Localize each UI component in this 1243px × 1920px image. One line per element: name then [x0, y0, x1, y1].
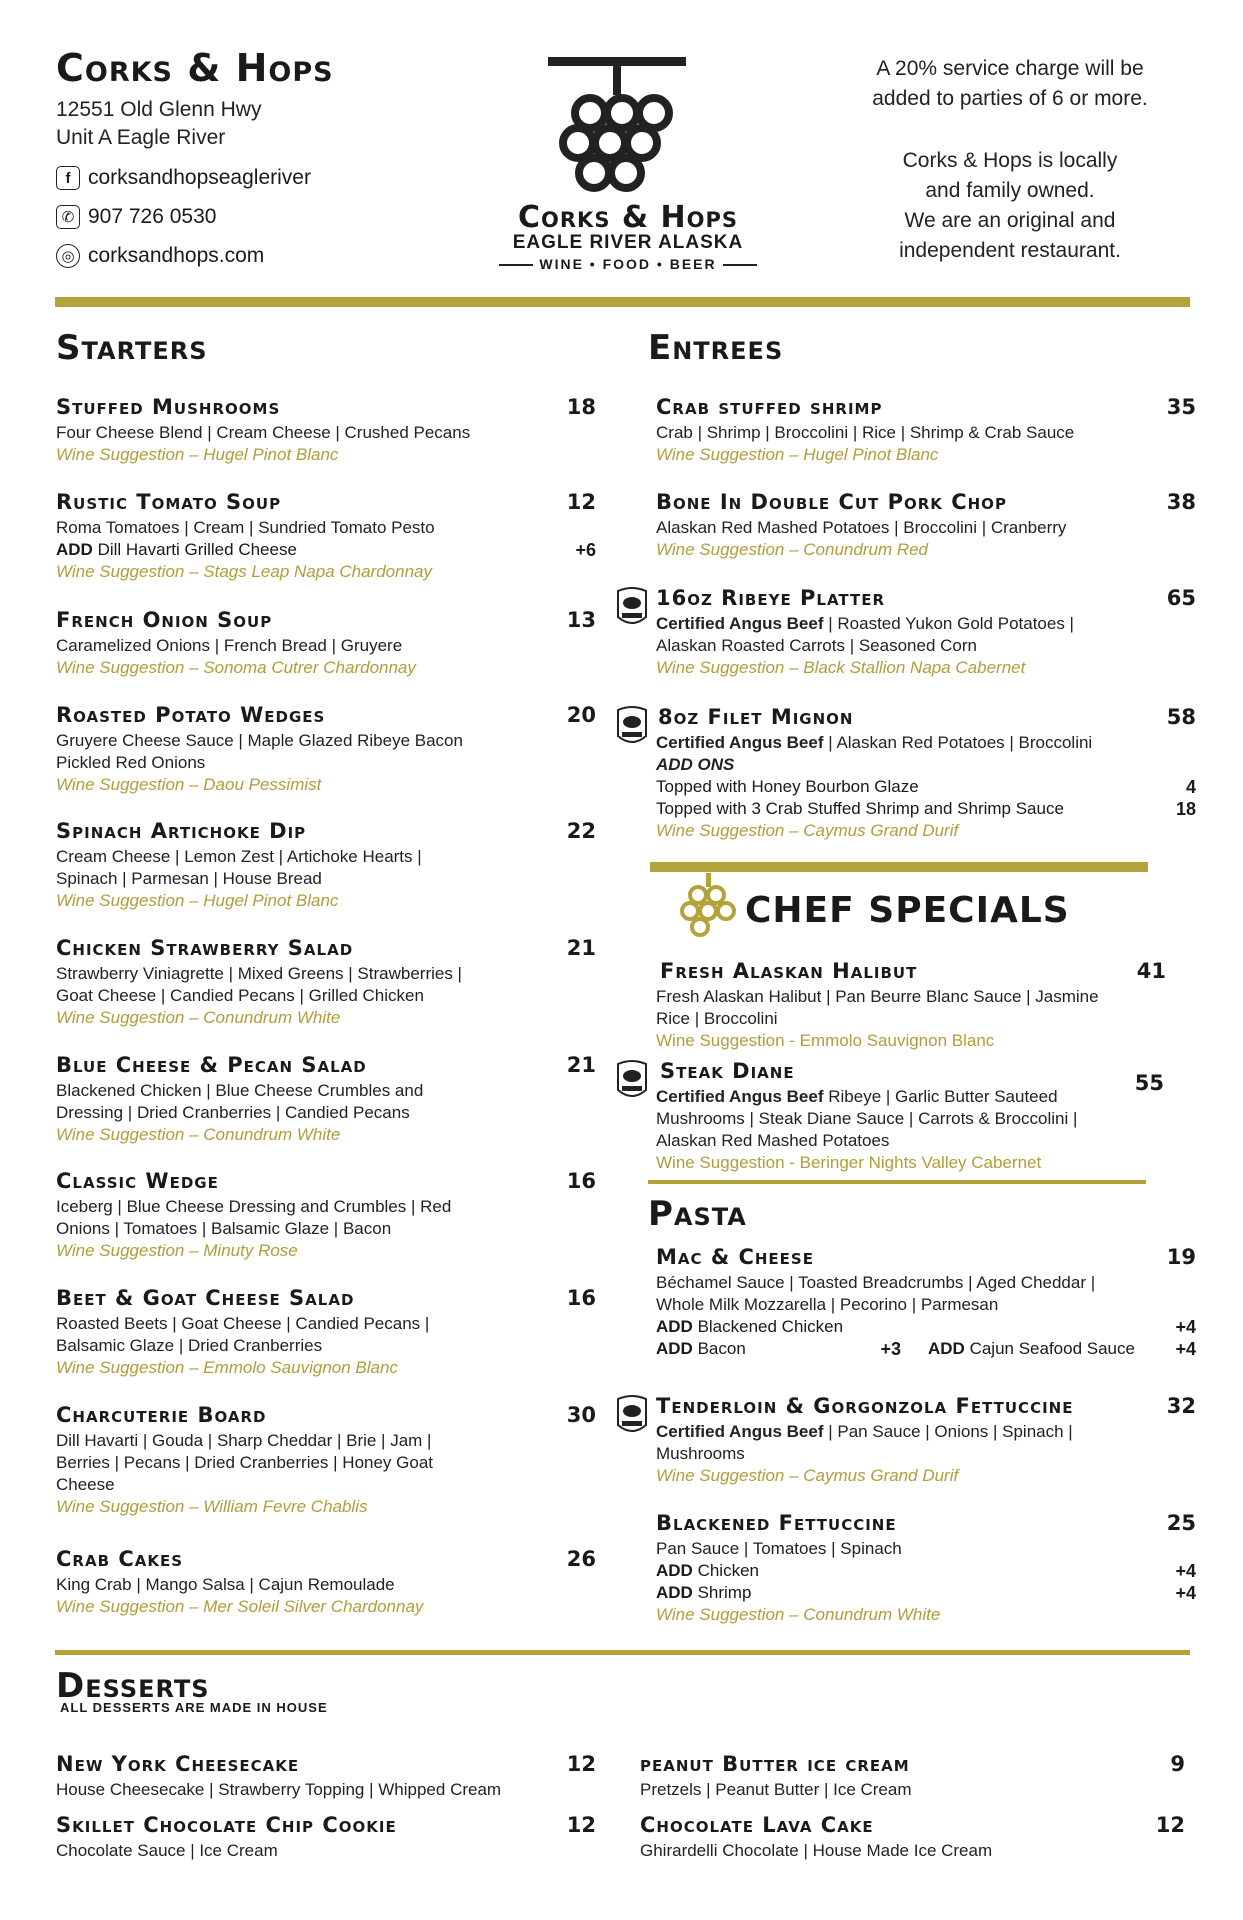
- certified-angus-label: Certified Angus Beef: [656, 1087, 824, 1106]
- item-description: Certified Angus Beef | Roasted Yukon Gold Potatoes |: [656, 614, 1074, 633]
- starters-title: Starters: [56, 328, 208, 368]
- wine-suggestion: Wine Suggestion – Conundrum White: [656, 1605, 941, 1624]
- wine-suggestion: Wine Suggestion – William Fevre Chablis: [56, 1497, 368, 1516]
- wine-suggestion: Wine Suggestion – Hugel Pinot Blanc: [56, 891, 339, 910]
- item-description: Whole Milk Mozzarella | Pecorino | Parmesan: [656, 1295, 999, 1314]
- item-description: House Cheesecake | Strawberry Topping | Whipped Cream: [56, 1780, 502, 1799]
- logo-subtitle: EAGLE RIVER ALASKA: [512, 232, 744, 253]
- wine-suggestion: Wine Suggestion - Emmolo Sauvignon Blanc: [656, 1031, 995, 1050]
- item-name: Tenderloin & Gorgonzola Fettuccine: [656, 1394, 1074, 1418]
- item-description: Certified Angus Beef | Alaskan Red Potatoes | Broccolini: [656, 733, 1093, 752]
- menu-item: [56, 1544, 596, 1618]
- item-add-option: ADD Bacon +3: [656, 1339, 901, 1359]
- item-description: Pretzels | Peanut Butter | Ice Cream: [640, 1780, 912, 1799]
- item-description: Crab | Shrimp | Broccolini | Rice | Shrimp & Crab Sauce: [656, 423, 1075, 442]
- item-description: Certified Angus Beef Ribeye | Garlic Butter Sauteed: [656, 1087, 1058, 1106]
- item-name: French Onion Soup: [56, 608, 273, 632]
- item-description: Strawberry Viniagrette | Mixed Greens | Strawberries |: [56, 964, 462, 983]
- menu-item: [656, 956, 1176, 1052]
- item-price: 9: [1170, 1752, 1185, 1776]
- facebook-contact[interactable]: [56, 166, 311, 190]
- wine-suggestion: Wine Suggestion - Beringer Nights Valley Cabernet: [656, 1153, 1042, 1172]
- chef-grape-icon: [678, 873, 740, 943]
- certified-angus-label: Certified Angus Beef: [656, 733, 824, 752]
- menu-item: [56, 1166, 596, 1262]
- wine-suggestion: Wine Suggestion – Caymus Grand Durif: [656, 821, 959, 840]
- item-description: Béchamel Sauce | Toasted Breadcrumbs | Aged Cheddar |: [656, 1273, 1096, 1292]
- wine-suggestion: Wine Suggestion – Hugel Pinot Blanc: [56, 445, 339, 464]
- chef-bottom-divider: [648, 1180, 1146, 1184]
- item-description: Rice | Broccolini: [656, 1009, 778, 1028]
- menu-item: [56, 933, 596, 1029]
- item-add-option: ADD Shrimp +4: [656, 1583, 1196, 1603]
- item-description: Goat Cheese | Candied Pecans | Grilled Chicken: [56, 986, 424, 1005]
- wine-suggestion: Wine Suggestion – Stags Leap Napa Chardonnay: [56, 562, 432, 581]
- item-description: Mushrooms | Steak Diane Sauce | Carrots & Broccolini |: [656, 1109, 1078, 1128]
- item-price: 38: [1166, 490, 1196, 514]
- item-description: Berries | Pecans | Dried Cranberries | Honey Goat: [56, 1453, 434, 1472]
- item-description: Chocolate Sauce | Ice Cream: [56, 1841, 278, 1860]
- item-name: 8oz Filet Mignon: [658, 705, 854, 729]
- desserts-divider: [55, 1650, 1190, 1655]
- item-name: Steak Diane: [660, 1059, 795, 1083]
- wine-suggestion: Wine Suggestion – Mer Soleil Silver Chardonnay: [56, 1597, 424, 1616]
- item-description: Roma Tomatoes | Cream | Sundried Tomato Pesto: [56, 518, 435, 537]
- item-name: Mac & Cheese: [656, 1245, 814, 1269]
- item-description: Cheese: [56, 1475, 115, 1494]
- item-description: Gruyere Cheese Sauce | Maple Glazed Ribeye Bacon: [56, 731, 463, 750]
- item-name: Spinach Artichoke Dip: [56, 819, 307, 843]
- item-name: Stuffed Mushrooms: [56, 395, 281, 419]
- wine-suggestion: Wine Suggestion – Minuty Rose: [56, 1241, 298, 1260]
- address-line-1: 12551 Old Glenn Hwy: [56, 98, 262, 121]
- desserts-subtitle: ALL DESSERTS ARE MADE IN HOUSE: [60, 1700, 328, 1715]
- dessert-item: [640, 1749, 1185, 1801]
- item-price: 16: [566, 1286, 596, 1310]
- certified-angus-badge-icon: [614, 585, 650, 629]
- restaurant-name: Corks & Hops: [56, 46, 334, 90]
- item-description: Alaskan Red Mashed Potatoes: [656, 1131, 890, 1150]
- addon-option: Topped with Honey Bourbon Glaze 4: [656, 777, 1196, 797]
- certified-angus-badge-icon: [614, 1393, 650, 1437]
- menu-item: [656, 1056, 1176, 1174]
- item-price: 55: [1134, 1071, 1164, 1095]
- item-name: Skillet Chocolate Chip Cookie: [56, 1813, 397, 1837]
- logo-name: Corks & Hops: [518, 200, 738, 235]
- item-description: Cream Cheese | Lemon Zest | Artichoke Hearts |: [56, 847, 422, 866]
- menu-item: [56, 605, 596, 679]
- menu-item: [56, 1050, 596, 1146]
- item-name: Fresh Alaskan Halibut: [660, 959, 918, 983]
- wine-suggestion: Wine Suggestion – Sonoma Cutrer Chardonnay: [56, 658, 416, 677]
- wine-suggestion: Wine Suggestion – Conundrum White: [56, 1008, 341, 1027]
- item-name: Chicken Strawberry Salad: [56, 936, 354, 960]
- item-name: Roasted Potato Wedges: [56, 703, 326, 727]
- menu-item: [656, 487, 1196, 561]
- item-name: Rustic Tomato Soup: [56, 490, 282, 514]
- item-description: Balsamic Glaze | Dried Cranberries: [56, 1336, 323, 1355]
- website-url: corksandhops.com: [88, 244, 265, 267]
- certified-angus-label: Certified Angus Beef: [656, 1422, 824, 1441]
- item-price: 20: [566, 703, 596, 727]
- menu-item: [656, 702, 1196, 842]
- phone-contact[interactable]: [56, 205, 216, 229]
- item-description: Blackened Chicken | Blue Cheese Crumbles and: [56, 1081, 424, 1100]
- addons-label: ADD ONS: [656, 755, 735, 774]
- certified-angus-badge-icon: [614, 1058, 650, 1102]
- item-add-option: ADD Dill Havarti Grilled Cheese +6: [56, 540, 596, 560]
- item-description: Caramelized Onions | French Bread | Gruyere: [56, 636, 403, 655]
- item-name: Bone In Double Cut Pork Chop: [656, 490, 1007, 514]
- menu-item: [656, 392, 1196, 466]
- item-price: 21: [566, 1053, 596, 1077]
- item-price: 12: [1155, 1813, 1185, 1837]
- item-price: 12: [566, 1813, 596, 1837]
- item-price: 21: [566, 936, 596, 960]
- item-description: Dressing | Dried Cranberries | Candied Pecans: [56, 1103, 410, 1122]
- desserts-title: Desserts: [56, 1666, 210, 1706]
- item-price: 12: [566, 1752, 596, 1776]
- item-name: New York Cheesecake: [56, 1752, 300, 1776]
- item-description: Spinach | Parmesan | House Bread: [56, 869, 322, 888]
- item-price: 41: [1136, 959, 1166, 983]
- item-add-option: ADD Cajun Seafood Sauce +4: [928, 1339, 1196, 1359]
- phone-number: 907 726 0530: [88, 205, 217, 228]
- item-description: Certified Angus Beef | Pan Sauce | Onions | Spinach |: [656, 1422, 1073, 1441]
- item-name: Chocolate Lava Cake: [640, 1813, 874, 1837]
- item-name: Charcuterie Board: [56, 1403, 267, 1427]
- item-name: Crab stuffed shrimp: [656, 395, 883, 419]
- service-charge-note: A 20% service charge will be added to parties of 6 or more.: [872, 57, 1148, 110]
- logo-tagline: WINE • FOOD • BEER: [488, 256, 768, 272]
- menu-item: [56, 392, 596, 466]
- menu-item: [656, 1391, 1196, 1487]
- item-price: 12: [566, 490, 596, 514]
- certified-angus-label: Certified Angus Beef: [656, 614, 824, 633]
- wine-suggestion: Wine Suggestion – Black Stallion Napa Cabernet: [656, 658, 1026, 677]
- menu-item: [56, 487, 596, 583]
- menu-item: [56, 816, 596, 912]
- wine-suggestion: Wine Suggestion – Daou Pessimist: [56, 775, 322, 794]
- menu-item: [56, 1400, 596, 1518]
- menu-item: [656, 1242, 1196, 1360]
- item-name: Blue Cheese & Pecan Salad: [56, 1053, 367, 1077]
- item-price: 22: [566, 819, 596, 843]
- item-description: Iceberg | Blue Cheese Dressing and Crumbles | Red: [56, 1197, 452, 1216]
- item-name: Blackened Fettuccine: [656, 1511, 897, 1535]
- header-divider: [55, 297, 1190, 307]
- addon-option: Topped with 3 Crab Stuffed Shrimp and Shrimp Sauce 18: [656, 799, 1196, 819]
- item-add-option: ADD Chicken +4: [656, 1561, 1196, 1581]
- chef-specials-title: CHEF SPECIALS: [745, 890, 1070, 931]
- item-name: Crab Cakes: [56, 1547, 184, 1571]
- item-price: 32: [1166, 1394, 1196, 1418]
- menu-item: [656, 583, 1196, 679]
- address-line-2: Unit A Eagle River: [56, 126, 226, 149]
- item-price: 58: [1166, 705, 1196, 729]
- item-name: Classic Wedge: [56, 1169, 219, 1193]
- wine-suggestion: Wine Suggestion – Conundrum White: [56, 1125, 341, 1144]
- item-price: 30: [566, 1403, 596, 1427]
- entrees-title: Entrees: [648, 328, 784, 368]
- dessert-item: [640, 1810, 1185, 1862]
- menu-item: [656, 1508, 1196, 1626]
- item-price: 25: [1166, 1511, 1196, 1535]
- item-description: Pan Sauce | Tomatoes | Spinach: [656, 1539, 902, 1558]
- item-description: Alaskan Red Mashed Potatoes | Broccolini | Cranberry: [656, 518, 1067, 537]
- wine-suggestion: Wine Suggestion – Hugel Pinot Blanc: [656, 445, 939, 464]
- facebook-icon: f: [56, 166, 80, 190]
- globe-icon: ◎: [56, 244, 80, 268]
- item-description: Fresh Alaskan Halibut | Pan Beurre Blanc Sauce | Jasmine: [656, 987, 1099, 1006]
- item-price: 16: [566, 1169, 596, 1193]
- item-price: 26: [566, 1547, 596, 1571]
- wine-suggestion: Wine Suggestion – Conundrum Red: [656, 540, 929, 559]
- item-add-option: ADD Blackened Chicken +4: [656, 1317, 1196, 1337]
- certified-angus-badge-icon: [614, 704, 650, 748]
- ownership-note: Corks & Hops is locally and family owned. We are an original and independent restaurant.: [899, 149, 1121, 262]
- item-description: Onions | Tomatoes | Balsamic Glaze | Bacon: [56, 1219, 392, 1238]
- item-price: 19: [1166, 1245, 1196, 1269]
- item-description: Pickled Red Onions: [56, 753, 206, 772]
- item-price: 65: [1166, 586, 1196, 610]
- dessert-item: [56, 1749, 596, 1801]
- menu-item: [56, 1283, 596, 1379]
- wine-suggestion: Wine Suggestion – Caymus Grand Durif: [656, 1466, 959, 1485]
- facebook-handle: corksandhopseagleriver: [88, 166, 311, 189]
- item-description: Four Cheese Blend | Cream Cheese | Crushed Pecans: [56, 423, 471, 442]
- item-description: King Crab | Mango Salsa | Cajun Remoulade: [56, 1575, 395, 1594]
- website-contact[interactable]: [56, 244, 264, 268]
- chef-top-divider: [650, 862, 1148, 872]
- item-description: Alaskan Roasted Carrots | Seasoned Corn: [656, 636, 977, 655]
- phone-icon: ✆: [56, 205, 80, 229]
- item-description: Ghirardelli Chocolate | House Made Ice Cream: [640, 1841, 993, 1860]
- pasta-title: Pasta: [648, 1194, 747, 1234]
- menu-item: [56, 700, 596, 796]
- item-name: Beet & Goat Cheese Salad: [56, 1286, 355, 1310]
- wine-suggestion: Wine Suggestion – Emmolo Sauvignon Blanc: [56, 1358, 398, 1377]
- item-price: 13: [566, 608, 596, 632]
- item-name: 16oz Ribeye Platter: [656, 586, 886, 610]
- item-description: Mushrooms: [656, 1444, 745, 1463]
- item-description: Roasted Beets | Goat Cheese | Candied Pecans |: [56, 1314, 430, 1333]
- item-price: 18: [566, 395, 596, 419]
- dessert-item: [56, 1810, 596, 1862]
- item-name: peanut Butter ice cream: [640, 1752, 910, 1776]
- item-price: 35: [1166, 395, 1196, 419]
- item-description: Dill Havarti | Gouda | Sharp Cheddar | Brie | Jam |: [56, 1431, 432, 1450]
